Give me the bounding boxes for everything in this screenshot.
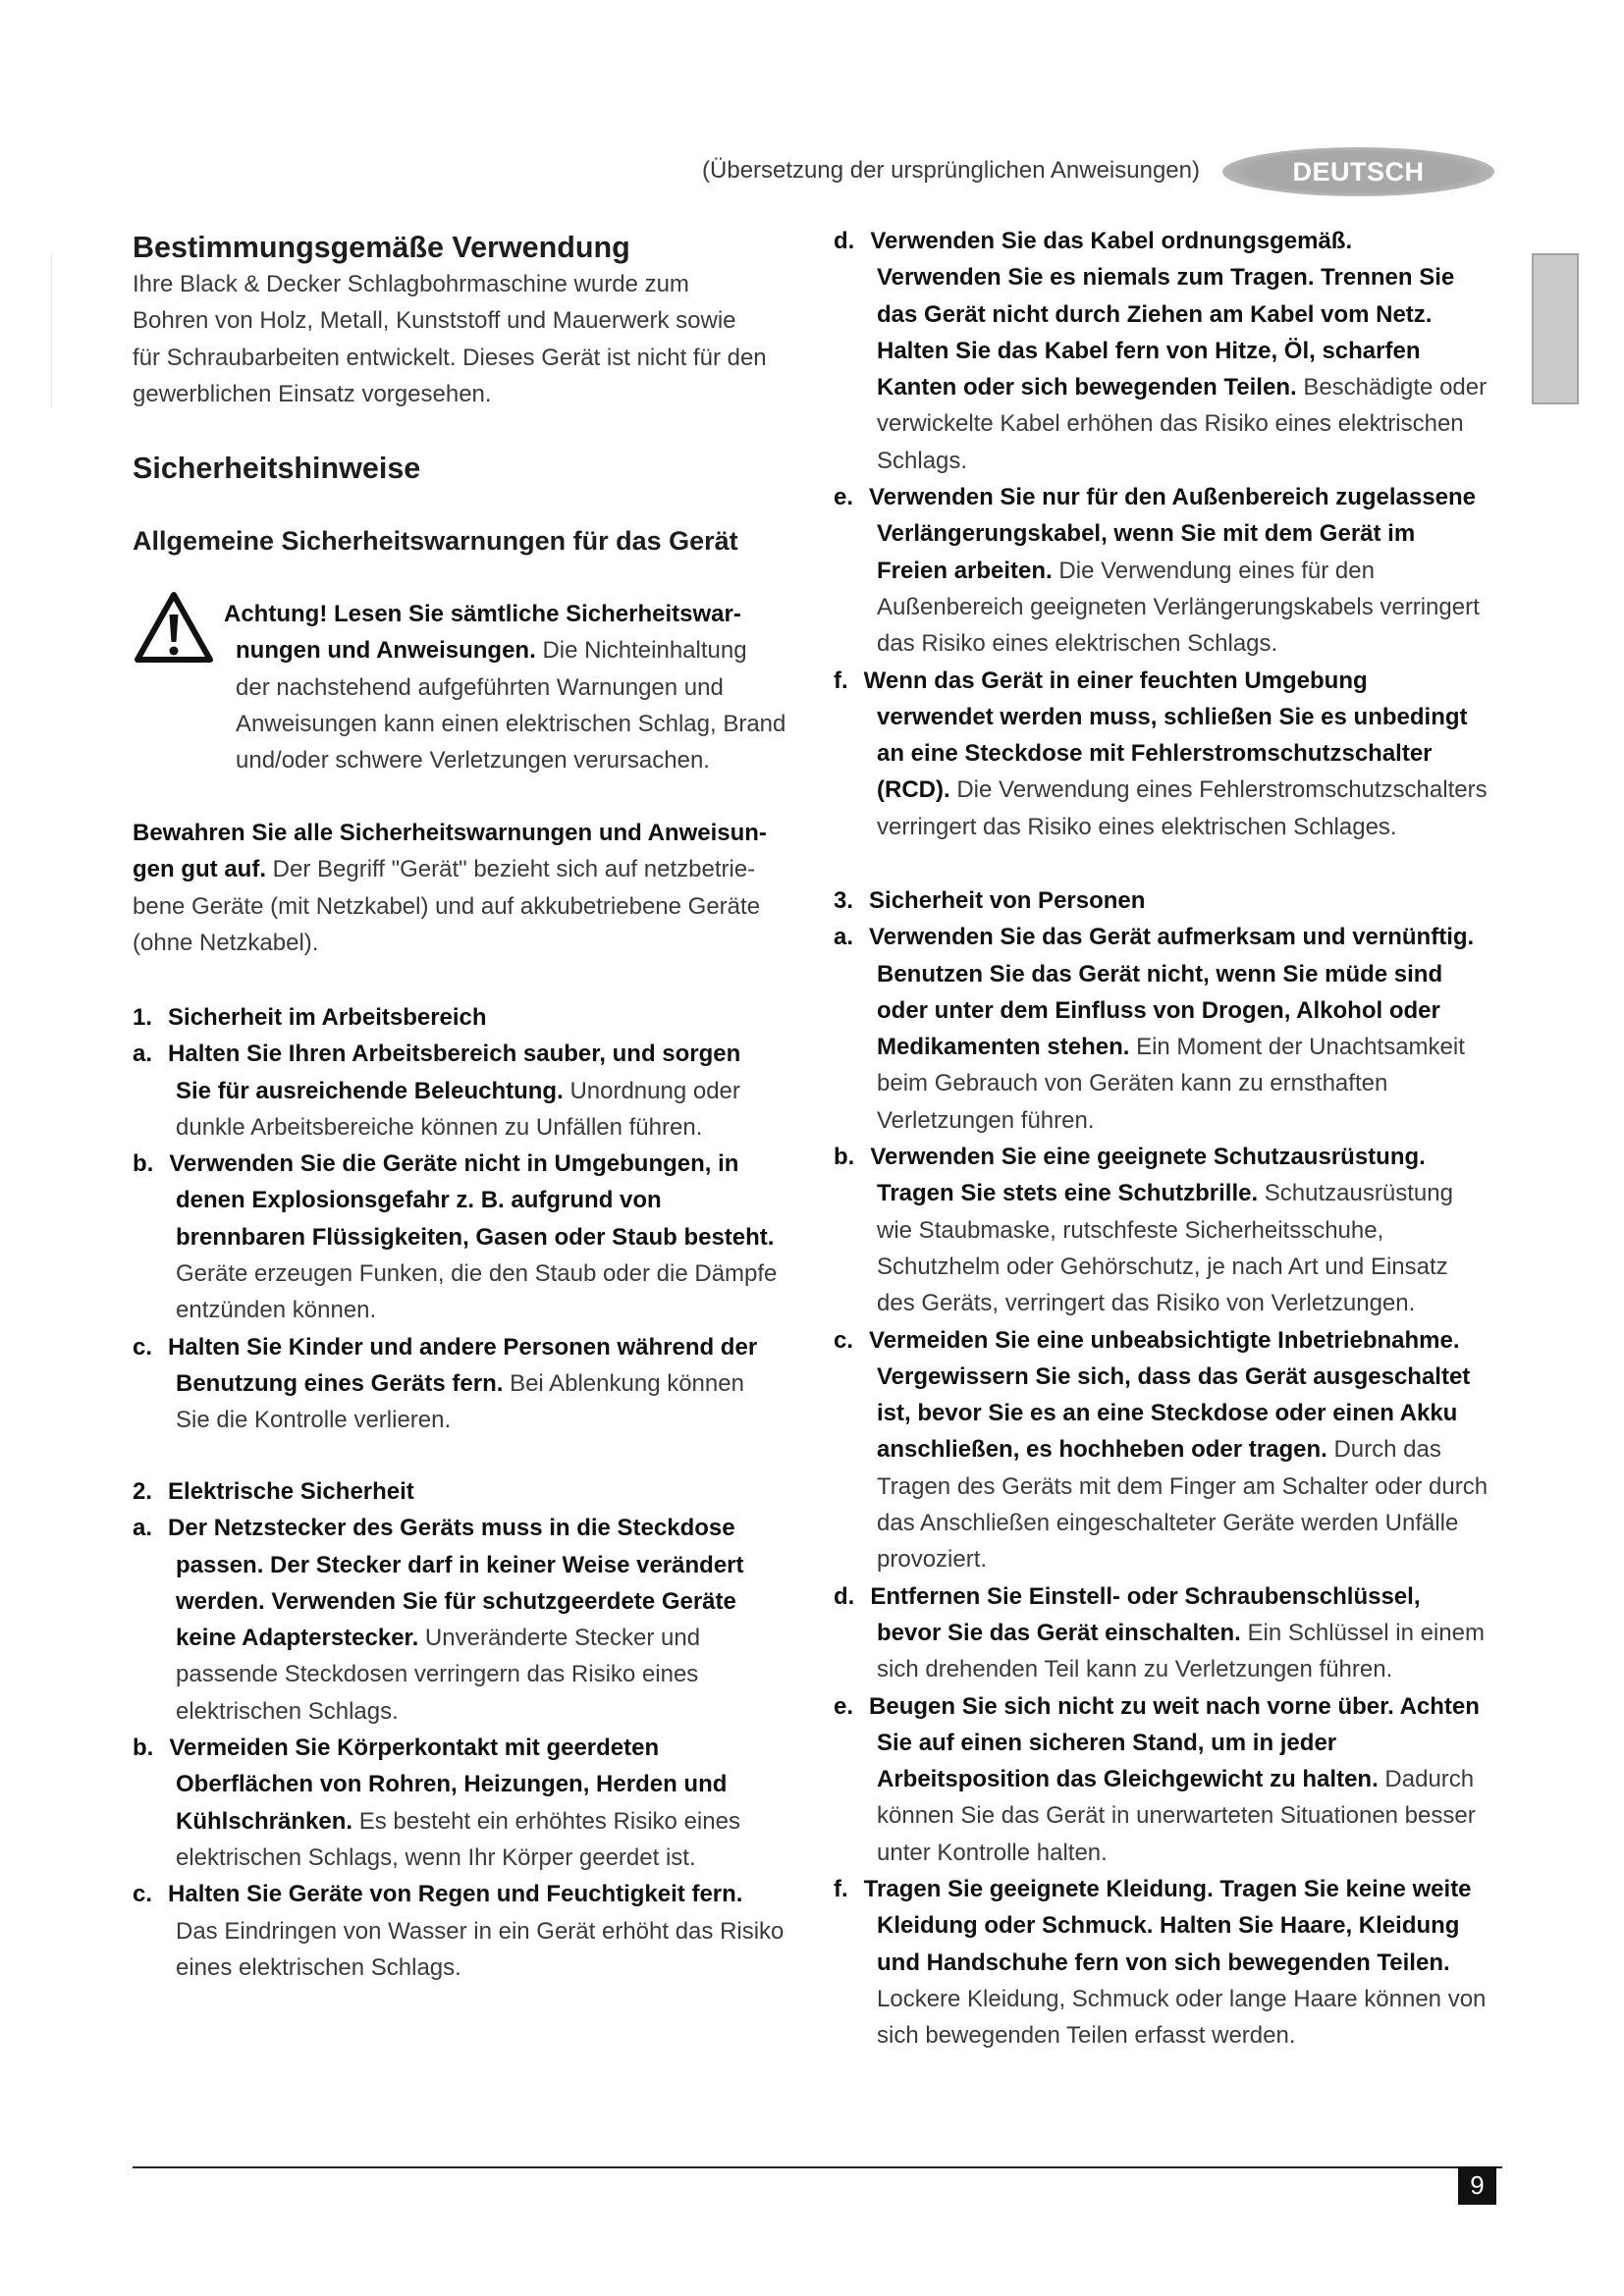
list-item-c: [133, 1876, 795, 1986]
regular-text: Sie die Kontrolle verlieren.: [176, 1407, 452, 1434]
regular-text: Es besteht ein erhöhtes Risiko eines: [358, 1807, 740, 1835]
bold-text: werden. Verwenden Sie für schutzgeerdete Geräte: [176, 1587, 736, 1615]
regular-text: sich bewegenden Teilen erfasst werden.: [877, 2022, 1296, 2050]
item-label: c.: [133, 1881, 153, 1908]
text-line: [133, 669, 795, 706]
paragraph: [133, 815, 795, 961]
bold-text: nungen und Anweisungen.: [236, 637, 536, 665]
bold-text: Freien arbeiten.: [877, 557, 1053, 584]
bold-text: anschließen, es hochheben oder tragen.: [877, 1436, 1327, 1464]
text-line: [834, 1431, 1502, 1468]
regular-text: des Geräts, verringert das Risiko von Verletzungen.: [877, 1290, 1416, 1317]
regular-text: Der Begriff "Gerät" bezieht sich auf netzbetrie-: [272, 856, 756, 883]
regular-text: Unveränderte Stecker und: [424, 1625, 701, 1652]
regular-text: passende Steckdosen verringern das Risiko eines: [176, 1661, 699, 1688]
bold-text: Verwenden Sie das Gerät aufmerksam und vernünftig.: [869, 924, 1475, 951]
safety-section: [133, 999, 795, 1439]
section-title-text: Sicherheit im Arbeitsbereich: [168, 1004, 487, 1031]
text-line: [834, 443, 1502, 479]
bold-text: Achtung! Lesen Sie sämtliche Sicherheitswar-: [224, 601, 741, 627]
footer-rule: [133, 2166, 1502, 2168]
left-column: [133, 0, 795, 2296]
regular-text: Bohren von Holz, Metall, Kunststoff und Mauerwerk sowie: [133, 307, 736, 335]
bold-text: Verwenden Sie eine geeignete Schutzausrüstung.: [870, 1144, 1426, 1171]
item-label: b.: [834, 1144, 855, 1171]
regular-text: Die Verwendung eines für den: [1058, 557, 1375, 584]
text-line: [834, 1505, 1502, 1541]
regular-text: Durch das: [1333, 1436, 1441, 1464]
text-line: [834, 1175, 1502, 1211]
bold-text: an eine Steckdose mit Fehlerstromschutzschalter: [877, 740, 1433, 768]
text-line: [834, 2017, 1502, 2054]
text-line: [133, 1656, 795, 1692]
regular-text: dunkle Arbeitsbereiche können zu Unfällen führen.: [176, 1113, 703, 1141]
text-line: [834, 1981, 1502, 2017]
list-item-e: [834, 1688, 1502, 1871]
text-line: [834, 772, 1502, 808]
regular-text: Lockere Kleidung, Schmuck oder lange Haare können von: [877, 1985, 1487, 2012]
list-item-e: [834, 479, 1502, 662]
text-line: [834, 1725, 1502, 1761]
language-label: DEUTSCH: [1292, 157, 1425, 187]
text-line: [133, 1036, 795, 1072]
bold-text: Kleidung oder Schmuck. Halten Sie Haare, Kleidung: [877, 1912, 1460, 1940]
text-line: [133, 815, 795, 851]
regular-text: Außenbereich geeigneten Verlängerungskabels verringert: [877, 593, 1480, 620]
bold-text: (RCD).: [877, 776, 950, 804]
item-label: c.: [834, 1326, 854, 1354]
text-line: [834, 589, 1502, 625]
text-line: [133, 1730, 795, 1766]
text-line: [133, 1693, 795, 1730]
text-line: [834, 1395, 1502, 1431]
text-line: [834, 1249, 1502, 1285]
bold-text: Sie auf einen sicheren Stand, um in jeder: [877, 1729, 1337, 1756]
text-line: [133, 596, 795, 632]
paragraph: [133, 266, 795, 412]
text-line: [834, 1212, 1502, 1249]
text-line: [133, 1182, 795, 1218]
text-line: [133, 742, 795, 778]
list-item-d: [834, 1578, 1502, 1688]
text-line: [133, 1109, 795, 1146]
text-line: [133, 1365, 795, 1402]
text-line: [834, 1797, 1502, 1834]
text-line: [834, 1651, 1502, 1687]
sub-heading: Allgemeine Sicherheitswarnungen für das Gerät: [133, 525, 738, 556]
regular-text: bene Geräte (mit Netzkabel) und auf akkubetriebene Geräte: [133, 892, 761, 920]
section-title-text: Elektrische Sicherheit: [168, 1478, 414, 1505]
list-item-a: [133, 1510, 795, 1730]
page-number: 9: [1458, 2166, 1496, 2205]
section-title: [133, 999, 795, 1036]
bold-text: Sie für ausreichende Beleuchtung.: [176, 1077, 564, 1104]
bold-text: Bewahren Sie alle Sicherheitswarnungen und Anweisun-: [133, 820, 767, 846]
text-line: [834, 919, 1502, 955]
bold-text: Vermeiden Sie eine unbeabsichtigte Inbetriebnahme.: [869, 1326, 1460, 1354]
text-line: [133, 1547, 795, 1583]
regular-text: verringert das Risiko eines elektrischen Schlages.: [877, 813, 1397, 840]
bold-text: oder unter dem Einfluss von Drogen, Alkohol oder: [877, 996, 1440, 1024]
regular-text: Schlags.: [877, 447, 968, 474]
text-line: [133, 851, 795, 887]
section-title: [133, 1473, 795, 1510]
text-line: [834, 1761, 1502, 1797]
text-line: [834, 296, 1502, 333]
list-item-b: [133, 1730, 795, 1876]
text-line: [133, 1292, 795, 1328]
regular-text: wie Staubmaske, rutschfeste Sicherheitsschuhe,: [877, 1216, 1384, 1244]
text-line: [834, 405, 1502, 442]
section-title: [834, 882, 1502, 919]
text-line: [133, 1840, 795, 1876]
item-label: a.: [133, 1041, 153, 1068]
language-side-tab: [1532, 253, 1579, 404]
bold-text: passen. Der Stecker darf in keiner Weise verändert: [176, 1551, 744, 1578]
item-label: a.: [834, 924, 854, 951]
regular-text: Die Nichteinhaltung: [542, 637, 747, 665]
margin-rule: [51, 253, 52, 408]
text-line: [133, 888, 795, 925]
bold-text: Halten Sie Kinder und andere Personen während der: [168, 1333, 758, 1361]
text-line: [834, 663, 1502, 699]
text-line: [834, 1102, 1502, 1139]
text-line: [133, 1510, 795, 1546]
right-column: [834, 0, 1502, 2296]
bold-text: Tragen Sie stets eine Schutzbrille.: [877, 1180, 1259, 1207]
regular-text: entzünden können.: [176, 1297, 377, 1324]
regular-text: eines elektrischen Schlags.: [176, 1953, 461, 1981]
text-line: [834, 1688, 1502, 1725]
regular-text: und/oder schwere Verletzungen verursachen.: [236, 747, 710, 774]
text-line: [834, 1029, 1502, 1065]
safety-section: [133, 1473, 795, 1986]
regular-text: das Risiko eines elektrischen Schlags.: [877, 630, 1278, 658]
bold-text: Medikamenten stehen.: [877, 1034, 1130, 1061]
bold-text: Verwenden Sie die Geräte nicht in Umgebungen, in: [169, 1150, 739, 1178]
text-line: [133, 1073, 795, 1109]
bold-text: Entfernen Sie Einstell- oder Schraubenschlüssel,: [870, 1582, 1421, 1610]
regular-text: für Schraubarbeiten entwickelt. Dieses Gerät ist nicht für den: [133, 344, 767, 371]
regular-text: beim Gebrauch von Geräten kann zu ernsthaften: [877, 1070, 1388, 1097]
item-label: c.: [133, 1333, 153, 1361]
regular-text: provoziert.: [877, 1546, 988, 1574]
text-line: [834, 1468, 1502, 1505]
text-line: [133, 1146, 795, 1182]
list-item-b: [834, 1139, 1502, 1321]
text-line: [834, 333, 1502, 369]
item-label: e.: [834, 484, 854, 511]
bold-text: Vergewissern Sie sich, dass das Gerät ausgeschaltet: [877, 1362, 1471, 1390]
bold-text: Halten Sie Geräte von Regen und Feuchtigkeit fern.: [168, 1881, 743, 1908]
bold-text: Vermeiden Sie Körperkontakt mit geerdeten: [169, 1735, 660, 1762]
section-heading: Sicherheitshinweise: [133, 452, 421, 485]
safety-section: [834, 223, 1502, 845]
list-item-c: [834, 1322, 1502, 1578]
regular-text: elektrischen Schlags, wenn Ihr Körper geerdet ist.: [176, 1843, 696, 1871]
bold-text: Oberflächen von Rohren, Heizungen, Herden und: [176, 1771, 728, 1798]
bold-text: Tragen Sie geeignete Kleidung. Tragen Sie keine weite: [863, 1876, 1472, 1903]
bold-text: ist, bevor Sie es an eine Steckdose oder einen Akku: [877, 1400, 1458, 1427]
text-line: [133, 1803, 795, 1840]
section-title-text: Sicherheit von Personen: [869, 887, 1146, 914]
regular-text: Schutzhelm oder Gehörschutz, je nach Art und Einsatz: [877, 1253, 1448, 1280]
bold-text: und Handschuhe fern von sich bewegenden Teilen.: [877, 1949, 1450, 1976]
text-line: [834, 992, 1502, 1029]
text-line: [133, 1402, 795, 1438]
bold-text: bevor Sie das Gerät einschalten.: [877, 1619, 1241, 1646]
list-item-a: [834, 919, 1502, 1139]
text-line: [834, 956, 1502, 992]
regular-text: Bei Ablenkung können: [510, 1369, 744, 1397]
regular-text: elektrischen Schlags.: [176, 1697, 399, 1725]
regular-text: gewerblichen Einsatz vorgesehen.: [133, 380, 492, 407]
text-line: [133, 1913, 795, 1949]
list-item-f: [834, 1871, 1502, 2054]
section-heading: Bestimmungsgemäße Verwendung: [133, 231, 630, 264]
text-line: [834, 625, 1502, 662]
bold-text: Kühlschränken.: [176, 1807, 353, 1835]
text-line: [133, 1329, 795, 1365]
text-line: [133, 706, 795, 742]
text-line: [133, 925, 795, 961]
list-item-a: [133, 1036, 795, 1146]
regular-text: das Anschließen eingeschalteter Geräte werden Unfälle: [877, 1510, 1459, 1537]
regular-text: Die Verwendung eines Fehlerstromschutzschalters: [956, 776, 1488, 804]
item-label: d.: [834, 1582, 855, 1610]
regular-text: Unordnung oder: [569, 1077, 740, 1104]
text-line: [133, 376, 795, 412]
list-item-f: [834, 663, 1502, 845]
regular-text: der nachstehend aufgeführten Warnungen und: [236, 673, 724, 701]
text-line: [834, 1871, 1502, 1907]
text-line: [133, 1949, 795, 1986]
regular-text: können Sie das Gerät in unerwarteten Situationen besser: [877, 1802, 1476, 1830]
text-line: [834, 1615, 1502, 1651]
bold-text: Verwenden Sie es niemals zum Tragen. Trennen Sie: [877, 264, 1455, 292]
regular-text: Verletzungen führen.: [877, 1106, 1095, 1134]
bold-text: Wenn das Gerät in einer feuchten Umgebung: [863, 667, 1368, 694]
regular-text: Das Eindringen von Wasser in ein Gerät erhöht das Risiko: [176, 1917, 785, 1945]
text-line: [834, 553, 1502, 589]
text-line: [133, 340, 795, 376]
regular-text: Schutzausrüstung: [1264, 1180, 1453, 1207]
section-number: 3.: [834, 887, 854, 914]
text-line: [834, 1359, 1502, 1395]
list-item-c: [133, 1329, 795, 1439]
regular-text: sich drehenden Teil kann zu Verletzungen führen.: [877, 1656, 1393, 1683]
text-line: [834, 735, 1502, 772]
bold-text: Beugen Sie sich nicht zu weit nach vorne über. Achten: [869, 1692, 1480, 1720]
text-line: [133, 1766, 795, 1802]
section-number: 1.: [133, 1004, 153, 1031]
regular-text: (ohne Netzkabel).: [133, 929, 319, 956]
text-line: [834, 1945, 1502, 1981]
text-line: [133, 632, 795, 668]
warning-triangle-icon: [133, 589, 215, 666]
text-line: [133, 302, 795, 339]
regular-text: Ihre Black & Decker Schlagbohrmaschine wurde zum: [133, 271, 689, 297]
list-item-b: [133, 1146, 795, 1328]
text-line: [133, 1620, 795, 1656]
list-item-d: [834, 223, 1502, 479]
item-label: f.: [834, 1876, 848, 1903]
regular-text: Dadurch: [1384, 1766, 1475, 1793]
item-label: d.: [834, 228, 855, 254]
text-line: [834, 1578, 1502, 1615]
text-line: [834, 223, 1502, 259]
bold-text: Verwenden Sie das Kabel ordnungsgemäß.: [870, 228, 1353, 254]
text-line: [834, 369, 1502, 405]
regular-text: Ein Schlüssel in einem: [1247, 1619, 1485, 1646]
text-line: [133, 1876, 795, 1912]
bold-text: Halten Sie das Kabel fern von Hitze, Öl, scharfen: [877, 337, 1421, 364]
text-line: [834, 699, 1502, 735]
item-label: b.: [133, 1150, 154, 1178]
bold-text: keine Adapterstecker.: [176, 1625, 419, 1652]
translation-note: (Übersetzung der ursprünglichen Anweisungen): [702, 157, 1200, 184]
bold-text: denen Explosionsgefahr z. B. aufgrund von: [176, 1187, 662, 1214]
item-label: e.: [834, 1692, 854, 1720]
regular-text: unter Kontrolle halten.: [877, 1839, 1108, 1866]
bold-text: Kanten oder sich bewegenden Teilen.: [877, 374, 1297, 401]
bold-text: das Gerät nicht durch Ziehen am Kabel vom Netz.: [877, 300, 1433, 328]
text-line: [834, 1285, 1502, 1321]
bold-text: Benutzung eines Geräts fern.: [176, 1369, 504, 1397]
text-line: [834, 1835, 1502, 1871]
text-line: [834, 1065, 1502, 1101]
bold-text: Verwenden Sie nur für den Außenbereich zugelassene: [869, 484, 1476, 511]
regular-text: Beschädigte oder: [1303, 374, 1488, 401]
warning-notice: [133, 596, 795, 778]
text-line: [133, 1219, 795, 1255]
text-line: [834, 1541, 1502, 1577]
text-line: [133, 1583, 795, 1620]
item-label: a.: [133, 1515, 153, 1542]
regular-text: Tragen des Geräts mit dem Finger am Schalter oder durch: [877, 1472, 1489, 1500]
text-line: [834, 809, 1502, 845]
bold-text: Halten Sie Ihren Arbeitsbereich sauber, und sorgen: [168, 1041, 741, 1068]
bold-text: Verlängerungskabel, wenn Sie mit dem Gerät im: [877, 520, 1416, 548]
text-line: [834, 1907, 1502, 1944]
text-line: [133, 266, 795, 302]
safety-section: [834, 882, 1502, 2055]
regular-text: Geräte erzeugen Funken, die den Staub oder die Dämpfe: [176, 1260, 778, 1288]
regular-text: verwickelte Kabel erhöhen das Risiko eines elektrischen: [877, 410, 1464, 438]
bold-text: Benutzen Sie das Gerät nicht, wenn Sie müde sind: [877, 960, 1443, 988]
text-line: [834, 515, 1502, 552]
text-line: [834, 1322, 1502, 1359]
section-number: 2.: [133, 1478, 153, 1505]
item-label: f.: [834, 667, 848, 694]
bold-text: verwendet werden muss, schließen Sie es unbedingt: [877, 703, 1468, 730]
bold-text: Arbeitsposition das Gleichgewicht zu halten.: [877, 1766, 1379, 1793]
bold-text: gen gut auf.: [133, 856, 266, 883]
text-line: [834, 259, 1502, 295]
bold-text: Der Netzstecker des Geräts muss in die Steckdose: [168, 1515, 735, 1542]
regular-text: Anweisungen kann einen elektrischen Schlag, Brand: [236, 710, 786, 737]
item-label: b.: [133, 1735, 154, 1762]
text-line: [834, 1139, 1502, 1175]
bold-text: brennbaren Flüssigkeiten, Gasen oder Staub besteht.: [176, 1223, 775, 1251]
regular-text: Ein Moment der Unachtsamkeit: [1136, 1034, 1465, 1061]
text-line: [133, 1255, 795, 1292]
text-line: [834, 479, 1502, 515]
